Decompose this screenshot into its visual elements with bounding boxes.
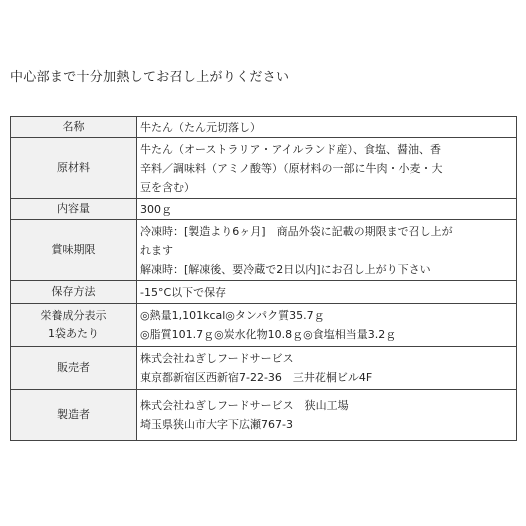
table-row-net-weight (11, 199, 517, 220)
table-row-best-before (11, 220, 517, 281)
row-label-storage (11, 281, 137, 304)
row-value-text: 辛料／調味料（アミノ酸等）（原材料の一部に牛肉・小麦・大 (140, 161, 443, 175)
row-value-best-before (137, 220, 517, 281)
table-row-nutrition (11, 304, 517, 347)
page-heading: 中心部まで十分加熱してお召し上がりください (10, 70, 290, 85)
row-value-text: 解凍時：[解凍後、要冷蔵で2日以内]にお召し上がり下さい (140, 262, 431, 276)
row-value-text: 株式会社ねぎしフードサービス (140, 352, 294, 365)
table-row-manufacturer (11, 390, 517, 441)
row-value-net-weight (137, 199, 517, 220)
row-value-text: 埼玉県狭山市大字下広瀬767-3 (140, 418, 293, 431)
row-value-text: -15°C以下で保存 (140, 285, 227, 299)
row-label-ingredients (11, 138, 137, 199)
row-label-text: 製造者 (57, 408, 90, 421)
row-label-text: 栄養成分表示 (40, 309, 107, 322)
row-label-best-before (11, 220, 137, 281)
row-label-nutrition (11, 304, 137, 347)
table-row-name (11, 117, 517, 138)
row-label-text: 販売者 (57, 361, 90, 374)
row-value-text: 株式会社ねぎしフードサービス 狭山工場 (140, 399, 349, 412)
row-label-name (11, 117, 137, 138)
row-value-storage (137, 281, 517, 304)
row-value-text: れます (140, 243, 173, 257)
row-value-manufacturer (137, 390, 517, 441)
row-label-text: 1袋あたり (48, 327, 99, 340)
table-row-ingredients (11, 138, 517, 199)
row-value-name (137, 117, 517, 138)
row-label-net-weight (11, 199, 137, 220)
row-label-text: 名称 (62, 120, 85, 133)
row-value-text: ◎熱量1,101kcal◎タンパク質35.7ｇ (140, 309, 325, 322)
row-value-text: 豆を含む） (140, 180, 195, 194)
row-value-text: 東京都新宿区西新宿7-22-36 三井花桐ビル4F (140, 371, 373, 384)
row-label-manufacturer (11, 390, 137, 441)
row-value-text: 牛たん（オーストラリア・アイルランド産）、食塩、醤油、香 (140, 142, 441, 156)
row-label-seller (11, 347, 137, 390)
row-value-text: ◎脂質101.7ｇ◎炭水化物10.8ｇ◎食塩相当量3.2ｇ (140, 328, 397, 341)
table-row-storage (11, 281, 517, 304)
table-row-seller (11, 347, 517, 390)
row-label-text: 原材料 (57, 161, 90, 174)
row-label-text: 内容量 (57, 202, 90, 215)
row-label-text: 賞味期限 (51, 243, 96, 256)
row-value-ingredients (137, 138, 517, 199)
row-label-text: 保存方法 (51, 285, 96, 298)
row-value-text: 冷凍時：[製造より6ヶ月] 商品外袋に記載の期限まで召し上が (140, 224, 453, 238)
row-value-text: 300ｇ (140, 202, 172, 216)
row-value-nutrition (137, 304, 517, 347)
row-value-text: 牛たん（たん元切落し） (140, 120, 261, 134)
row-value-seller (137, 347, 517, 390)
product-label-table (10, 116, 517, 441)
